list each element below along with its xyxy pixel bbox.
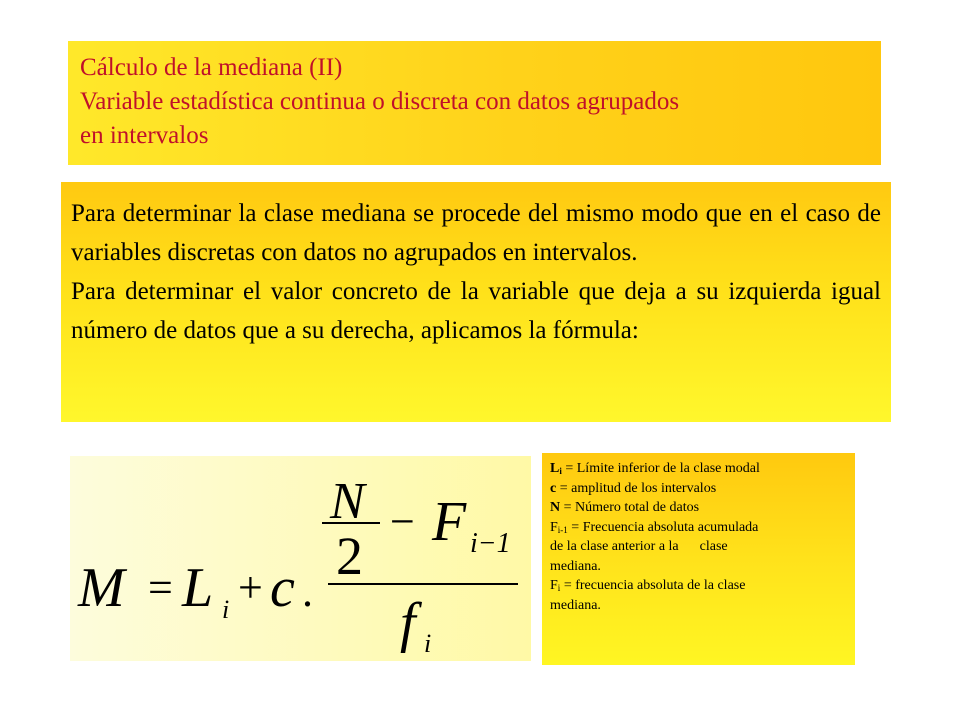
legend-symbol: N [550,500,561,515]
formula-plus: + [238,563,263,612]
legend-text: = Frecuencia absoluta acumulada [567,519,759,535]
legend-text: = frecuencia absoluta de la clase [560,578,746,593]
formula-n: N [330,473,365,530]
formula-f-cumulative: F [432,491,467,553]
intro-box [61,182,891,422]
formula-dot: . [302,567,313,616]
legend-text: = amplitud de los intervalos [556,480,717,496]
formula-box [70,456,531,661]
legend-symbol: F [550,578,558,593]
legend-subscript: i-1 [557,524,568,535]
legend-symbol: c [550,480,557,496]
intro-paragraph-2: Para determinar el valor concreto de la variable que deja a su izquierda igual número de datos que a su derecha, aplicamos la fórmula: [71,278,881,344]
formula-equals: = [148,563,173,612]
median-formula [70,456,531,661]
title-line-1: Cálculo de la mediana (II) [80,54,343,81]
formula-m: M [78,557,125,619]
formula-f-subscript: i−1 [470,528,511,559]
legend-line-c [550,479,847,499]
formula-f-absolute: f [400,592,416,654]
formula-f-absolute-subscript: i [424,629,432,658]
formula-minus: − [390,497,415,546]
legend-subscript: i [559,466,562,476]
formula-l-subscript: i [222,595,230,624]
legend-line-li [550,459,847,479]
formula-c: c [270,557,295,619]
legend-line-fi [550,576,847,596]
legend-box [542,453,855,665]
formula-l: L [182,557,214,619]
legend-text: = Límite inferior de la clase modal [561,461,760,476]
legend-line-fi-1 [550,518,847,538]
title-line-2: Variable estadística continua o discreta con datos agrupados [80,88,680,115]
legend-text: = Número total de datos [560,500,700,515]
legend-symbol: L [550,461,560,476]
legend-line-continued-1: de la clase anterior a la clase [550,539,728,554]
legend-line-n [550,498,847,518]
legend-subscript: i [557,583,561,593]
intro-paragraph-1: Para determinar la clase mediana se procede del mismo modo que en el caso de variables discretas con datos no agrupados en intervalos. [71,200,881,266]
title-box [68,41,881,165]
formula-two: 2 [336,526,363,586]
title-line-3: en intervalos [80,122,209,149]
legend-line-continued-3: mediana. [550,597,601,613]
legend-symbol: F [550,519,558,535]
legend-line-continued-2: mediana. [550,558,601,574]
